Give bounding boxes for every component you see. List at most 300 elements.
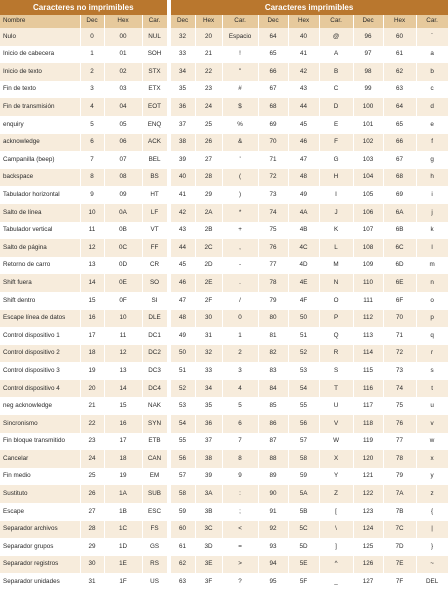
printable-char-dec: 40	[170, 169, 195, 187]
printable-char-hex: 25	[195, 116, 222, 134]
printable-char-glyph: %	[222, 116, 258, 134]
control-char-abbrev: SOH	[142, 46, 167, 64]
control-char-dec: 14	[80, 274, 104, 292]
printable-char-dec: 57	[170, 468, 195, 486]
printable-char-hex: 39	[195, 468, 222, 486]
control-char-name: Sustituto	[0, 485, 80, 503]
printable-char-hex: 26	[195, 134, 222, 152]
printable-char-hex: 4D	[288, 257, 319, 275]
printable-char-dec: 78	[258, 274, 288, 292]
col-hex-header: Hex	[383, 15, 416, 28]
printable-char-dec: 52	[170, 380, 195, 398]
control-char-hex: 18	[104, 450, 142, 468]
printable-char-glyph: f	[416, 134, 448, 152]
printable-char-glyph: B	[319, 63, 353, 81]
printable-char-glyph: +	[222, 222, 258, 240]
printable-char-glyph: n	[416, 274, 448, 292]
printable-char-dec: 108	[353, 239, 383, 257]
control-char-abbrev: NAK	[142, 397, 167, 415]
printable-char-hex: 3A	[195, 485, 222, 503]
control-char-dec: 30	[80, 556, 104, 574]
control-char-abbrev: ACK	[142, 134, 167, 152]
printable-char-hex: 44	[288, 98, 319, 116]
control-char-dec: 4	[80, 98, 104, 116]
printable-char-dec: 53	[170, 397, 195, 415]
printable-char-hex: 59	[288, 468, 319, 486]
printable-char-dec: 95	[258, 573, 288, 591]
printable-char-hex: 34	[195, 380, 222, 398]
printable-char-dec: 98	[353, 63, 383, 81]
printable-char-glyph: 0	[222, 310, 258, 328]
printable-char-dec: 63	[170, 573, 195, 591]
printable-char-hex: 3D	[195, 538, 222, 556]
printable-char-dec: 43	[170, 222, 195, 240]
printable-char-glyph: '	[222, 151, 258, 169]
printable-char-dec: 41	[170, 186, 195, 204]
printable-char-hex: 5F	[288, 573, 319, 591]
control-char-hex: 04	[104, 98, 142, 116]
printable-char-hex: 78	[383, 450, 416, 468]
printable-char-glyph: `	[416, 28, 448, 46]
printable-header: Caracteres imprimibles	[170, 0, 448, 15]
control-char-abbrev: SYN	[142, 415, 167, 433]
table-row	[0, 239, 448, 257]
printable-char-glyph: A	[319, 46, 353, 64]
control-char-hex: 07	[104, 151, 142, 169]
printable-char-dec: 75	[258, 222, 288, 240]
control-char-dec: 26	[80, 485, 104, 503]
control-char-dec: 15	[80, 292, 104, 310]
printable-char-dec: 110	[353, 274, 383, 292]
printable-char-dec: 87	[258, 433, 288, 451]
table-row	[0, 573, 448, 591]
printable-char-hex: 58	[288, 450, 319, 468]
col-car-header: Car.	[416, 15, 448, 28]
control-char-dec: 9	[80, 186, 104, 204]
control-char-hex: 16	[104, 415, 142, 433]
control-char-dec: 22	[80, 415, 104, 433]
printable-char-dec: 85	[258, 397, 288, 415]
printable-char-dec: 96	[353, 28, 383, 46]
control-char-name: backspace	[0, 169, 80, 187]
printable-char-glyph: #	[222, 81, 258, 99]
printable-char-glyph: D	[319, 98, 353, 116]
control-char-hex: 11	[104, 327, 142, 345]
control-char-dec: 21	[80, 397, 104, 415]
control-char-hex: 08	[104, 169, 142, 187]
control-char-dec: 27	[80, 503, 104, 521]
printable-char-hex: 57	[288, 433, 319, 451]
printable-char-glyph: z	[416, 485, 448, 503]
col-dec-header: Dec	[80, 15, 104, 28]
printable-char-glyph: 7	[222, 433, 258, 451]
control-char-dec: 24	[80, 450, 104, 468]
printable-char-dec: 67	[258, 81, 288, 99]
table-row	[0, 46, 448, 64]
printable-char-hex: 61	[383, 46, 416, 64]
control-char-hex: 1F	[104, 573, 142, 591]
col-hex-header: Hex	[104, 15, 142, 28]
printable-char-glyph: (	[222, 169, 258, 187]
printable-char-glyph: v	[416, 415, 448, 433]
control-char-hex: 15	[104, 397, 142, 415]
control-char-abbrev: NUL	[142, 28, 167, 46]
printable-char-hex: 6D	[383, 257, 416, 275]
control-char-hex: 0F	[104, 292, 142, 310]
control-char-dec: 0	[80, 28, 104, 46]
control-char-abbrev: FF	[142, 239, 167, 257]
printable-char-dec: 33	[170, 46, 195, 64]
printable-char-glyph: 2	[222, 345, 258, 363]
control-char-name: Nulo	[0, 28, 80, 46]
col-hex-header: Hex	[288, 15, 319, 28]
printable-char-hex: 55	[288, 397, 319, 415]
printable-char-dec: 64	[258, 28, 288, 46]
printable-char-dec: 80	[258, 310, 288, 328]
control-char-name: Tabulador vertical	[0, 222, 80, 240]
printable-char-glyph: H	[319, 169, 353, 187]
col-car-header: Car.	[142, 15, 167, 28]
printable-char-glyph: i	[416, 186, 448, 204]
printable-char-hex: 51	[288, 327, 319, 345]
printable-char-hex: 5A	[288, 485, 319, 503]
control-char-dec: 1	[80, 46, 104, 64]
printable-char-glyph: d	[416, 98, 448, 116]
printable-char-dec: 117	[353, 397, 383, 415]
control-char-name: Salto de página	[0, 239, 80, 257]
table-body	[0, 28, 448, 591]
printable-char-hex: 3E	[195, 556, 222, 574]
control-char-name: Cancelar	[0, 450, 80, 468]
control-char-hex: 0D	[104, 257, 142, 275]
printable-char-dec: 121	[353, 468, 383, 486]
printable-char-dec: 72	[258, 169, 288, 187]
control-char-dec: 20	[80, 380, 104, 398]
printable-char-glyph: 9	[222, 468, 258, 486]
table-row	[0, 292, 448, 310]
printable-char-hex: 2B	[195, 222, 222, 240]
control-char-dec: 5	[80, 116, 104, 134]
printable-char-hex: 27	[195, 151, 222, 169]
printable-char-hex: 72	[383, 345, 416, 363]
control-char-name: Fin de transmisión	[0, 98, 80, 116]
printable-char-glyph: }	[416, 538, 448, 556]
section-header-row	[0, 0, 448, 15]
control-char-name: Control dispositivo 2	[0, 345, 80, 363]
table-row	[0, 186, 448, 204]
control-char-hex: 1C	[104, 521, 142, 539]
printable-char-glyph: {	[416, 503, 448, 521]
printable-char-dec: 34	[170, 63, 195, 81]
col-dec-header: Dec	[170, 15, 195, 28]
printable-char-hex: 53	[288, 362, 319, 380]
printable-char-dec: 119	[353, 433, 383, 451]
printable-char-hex: 5C	[288, 521, 319, 539]
printable-char-dec: 105	[353, 186, 383, 204]
printable-char-dec: 39	[170, 151, 195, 169]
printable-char-glyph: o	[416, 292, 448, 310]
printable-char-glyph: T	[319, 380, 353, 398]
control-char-name: acknowledge	[0, 134, 80, 152]
printable-char-dec: 111	[353, 292, 383, 310]
printable-char-dec: 123	[353, 503, 383, 521]
printable-char-glyph: I	[319, 186, 353, 204]
printable-char-hex: 30	[195, 310, 222, 328]
printable-char-hex: 7F	[383, 573, 416, 591]
control-char-abbrev: DC1	[142, 327, 167, 345]
table-row	[0, 468, 448, 486]
printable-char-hex: 2F	[195, 292, 222, 310]
control-char-dec: 31	[80, 573, 104, 591]
printable-char-hex: 2E	[195, 274, 222, 292]
control-char-name: Control dispositivo 3	[0, 362, 80, 380]
printable-char-glyph: N	[319, 274, 353, 292]
control-char-name: Shift dentro	[0, 292, 80, 310]
printable-char-hex: 47	[288, 151, 319, 169]
control-char-abbrev: ETB	[142, 433, 167, 451]
printable-char-dec: 112	[353, 310, 383, 328]
table-row	[0, 274, 448, 292]
printable-char-dec: 81	[258, 327, 288, 345]
control-char-hex: 17	[104, 433, 142, 451]
printable-char-hex: 7D	[383, 538, 416, 556]
printable-char-hex: 71	[383, 327, 416, 345]
printable-char-dec: 36	[170, 98, 195, 116]
printable-char-dec: 48	[170, 310, 195, 328]
col-dec-header: Dec	[353, 15, 383, 28]
printable-char-hex: 5B	[288, 503, 319, 521]
printable-char-glyph: u	[416, 397, 448, 415]
printable-char-dec: 127	[353, 573, 383, 591]
control-char-hex: 12	[104, 345, 142, 363]
printable-char-dec: 59	[170, 503, 195, 521]
printable-char-glyph: L	[319, 239, 353, 257]
printable-char-dec: 104	[353, 169, 383, 187]
printable-char-glyph: m	[416, 257, 448, 275]
printable-char-dec: 45	[170, 257, 195, 275]
printable-char-dec: 103	[353, 151, 383, 169]
printable-char-glyph: p	[416, 310, 448, 328]
printable-char-hex: 21	[195, 46, 222, 64]
printable-char-glyph: U	[319, 397, 353, 415]
printable-char-dec: 79	[258, 292, 288, 310]
printable-char-glyph: c	[416, 81, 448, 99]
control-char-name: enquiry	[0, 116, 80, 134]
table-row	[0, 98, 448, 116]
printable-char-hex: 7C	[383, 521, 416, 539]
control-char-hex: 0C	[104, 239, 142, 257]
printable-char-dec: 126	[353, 556, 383, 574]
printable-char-glyph: ,	[222, 239, 258, 257]
printable-char-dec: 76	[258, 239, 288, 257]
printable-char-glyph: :	[222, 485, 258, 503]
printable-char-hex: 2D	[195, 257, 222, 275]
printable-char-glyph: C	[319, 81, 353, 99]
control-char-hex: 03	[104, 81, 142, 99]
printable-char-hex: 28	[195, 169, 222, 187]
printable-char-hex: 4A	[288, 204, 319, 222]
control-char-abbrev: DC2	[142, 345, 167, 363]
printable-char-glyph: =	[222, 538, 258, 556]
table-row	[0, 151, 448, 169]
control-char-hex: 0E	[104, 274, 142, 292]
control-char-hex: 1A	[104, 485, 142, 503]
control-char-abbrev: FS	[142, 521, 167, 539]
printable-char-glyph: 1	[222, 327, 258, 345]
printable-char-dec: 38	[170, 134, 195, 152]
printable-char-glyph: "	[222, 63, 258, 81]
printable-char-dec: 69	[258, 116, 288, 134]
printable-char-dec: 91	[258, 503, 288, 521]
table-row	[0, 310, 448, 328]
printable-char-dec: 47	[170, 292, 195, 310]
printable-char-glyph: r	[416, 345, 448, 363]
printable-char-dec: 37	[170, 116, 195, 134]
printable-char-dec: 100	[353, 98, 383, 116]
printable-char-glyph: ;	[222, 503, 258, 521]
control-char-dec: 6	[80, 134, 104, 152]
table-row	[0, 380, 448, 398]
control-char-abbrev: US	[142, 573, 167, 591]
printable-char-dec: 97	[353, 46, 383, 64]
printable-char-hex: 68	[383, 169, 416, 187]
printable-char-glyph: @	[319, 28, 353, 46]
printable-char-hex: 23	[195, 81, 222, 99]
control-char-abbrev: CR	[142, 257, 167, 275]
printable-char-glyph: 6	[222, 415, 258, 433]
printable-char-hex: 6A	[383, 204, 416, 222]
printable-char-glyph: b	[416, 63, 448, 81]
printable-char-hex: 3F	[195, 573, 222, 591]
control-char-abbrev: DC4	[142, 380, 167, 398]
control-char-name: Retorno de carro	[0, 257, 80, 275]
table-row	[0, 503, 448, 521]
printable-char-dec: 107	[353, 222, 383, 240]
printable-char-dec: 60	[170, 521, 195, 539]
control-char-abbrev: CAN	[142, 450, 167, 468]
printable-char-hex: 38	[195, 450, 222, 468]
printable-char-glyph: G	[319, 151, 353, 169]
printable-char-dec: 44	[170, 239, 195, 257]
printable-char-glyph: ~	[416, 556, 448, 574]
table-row	[0, 327, 448, 345]
control-char-name: Separador registros	[0, 556, 80, 574]
printable-char-glyph: [	[319, 503, 353, 521]
table-row	[0, 521, 448, 539]
control-char-abbrev: ETX	[142, 81, 167, 99]
printable-char-dec: 92	[258, 521, 288, 539]
printable-char-hex: 67	[383, 151, 416, 169]
control-char-name: Fin de texto	[0, 81, 80, 99]
printable-char-dec: 118	[353, 415, 383, 433]
control-char-name: Fin medio	[0, 468, 80, 486]
table-row	[0, 362, 448, 380]
printable-char-glyph: &	[222, 134, 258, 152]
non-printable-header: Caracteres no imprimibles	[0, 0, 167, 15]
printable-char-hex: 22	[195, 63, 222, 81]
printable-char-hex: 36	[195, 415, 222, 433]
printable-char-dec: 116	[353, 380, 383, 398]
printable-char-dec: 66	[258, 63, 288, 81]
control-char-name: neg acknowledge	[0, 397, 80, 415]
table-row	[0, 450, 448, 468]
printable-char-dec: 58	[170, 485, 195, 503]
control-char-abbrev: EOT	[142, 98, 167, 116]
control-char-name: Inicio de texto	[0, 63, 80, 81]
table-row	[0, 222, 448, 240]
printable-char-hex: 7A	[383, 485, 416, 503]
printable-char-hex: 74	[383, 380, 416, 398]
printable-char-glyph: R	[319, 345, 353, 363]
printable-char-hex: 73	[383, 362, 416, 380]
control-char-name: Escape línea de datos	[0, 310, 80, 328]
table-row	[0, 116, 448, 134]
printable-char-dec: 49	[170, 327, 195, 345]
printable-char-hex: 79	[383, 468, 416, 486]
printable-char-dec: 88	[258, 450, 288, 468]
printable-char-glyph: k	[416, 222, 448, 240]
printable-char-glyph: F	[319, 134, 353, 152]
printable-char-glyph: Q	[319, 327, 353, 345]
control-char-dec: 25	[80, 468, 104, 486]
table-row	[0, 397, 448, 415]
control-char-name: Campanilla (beep)	[0, 151, 80, 169]
printable-char-glyph: !	[222, 46, 258, 64]
control-char-hex: 06	[104, 134, 142, 152]
printable-char-dec: 71	[258, 151, 288, 169]
table-row	[0, 169, 448, 187]
printable-char-dec: 124	[353, 521, 383, 539]
control-char-name: Inicio de cabecera	[0, 46, 80, 64]
printable-char-dec: 50	[170, 345, 195, 363]
printable-char-dec: 55	[170, 433, 195, 451]
control-char-dec: 17	[80, 327, 104, 345]
printable-char-glyph: h	[416, 169, 448, 187]
col-dec-header: Dec	[258, 15, 288, 28]
control-char-dec: 10	[80, 204, 104, 222]
control-char-hex: 0A	[104, 204, 142, 222]
control-char-dec: 16	[80, 310, 104, 328]
printable-char-glyph: <	[222, 521, 258, 539]
printable-char-dec: 82	[258, 345, 288, 363]
control-char-dec: 11	[80, 222, 104, 240]
control-char-hex: 01	[104, 46, 142, 64]
printable-char-hex: 70	[383, 310, 416, 328]
control-char-hex: 05	[104, 116, 142, 134]
printable-char-glyph: l	[416, 239, 448, 257]
table-row	[0, 485, 448, 503]
control-char-hex: 14	[104, 380, 142, 398]
printable-char-dec: 65	[258, 46, 288, 64]
printable-char-glyph: 5	[222, 397, 258, 415]
printable-char-hex: 37	[195, 433, 222, 451]
printable-char-hex: 5E	[288, 556, 319, 574]
control-char-dec: 3	[80, 81, 104, 99]
printable-char-glyph: q	[416, 327, 448, 345]
printable-char-dec: 113	[353, 327, 383, 345]
printable-char-hex: 60	[383, 28, 416, 46]
printable-char-dec: 74	[258, 204, 288, 222]
printable-char-glyph: t	[416, 380, 448, 398]
column-header-row	[0, 15, 448, 28]
printable-char-dec: 93	[258, 538, 288, 556]
printable-char-glyph: K	[319, 222, 353, 240]
printable-char-glyph: *	[222, 204, 258, 222]
control-char-name: Fin bloque transmitido	[0, 433, 80, 451]
printable-char-hex: 75	[383, 397, 416, 415]
printable-char-hex: 20	[195, 28, 222, 46]
printable-char-dec: 61	[170, 538, 195, 556]
